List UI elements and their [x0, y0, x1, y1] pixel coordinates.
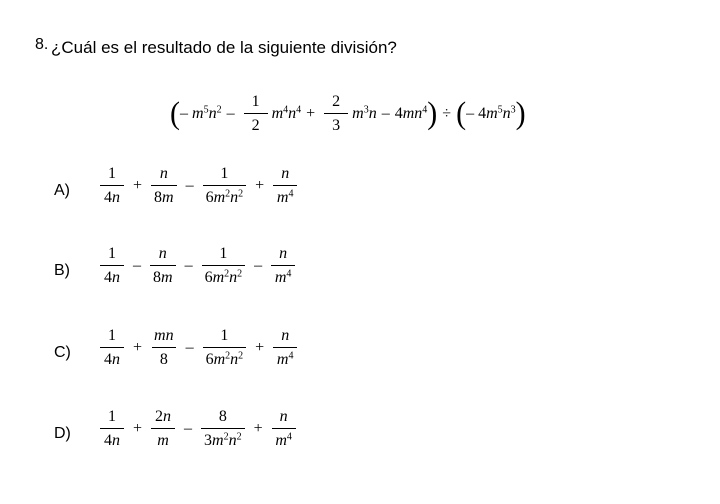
open-paren: (: [456, 95, 467, 131]
expr-fraction-2: [320, 93, 352, 134]
option-fraction: [96, 245, 128, 286]
fraction-denominator: 8m: [151, 185, 177, 206]
option-fraction: [96, 408, 128, 449]
option-a-label[interactable]: A): [54, 182, 70, 199]
fraction-denominator: $m^4$: [273, 185, 297, 206]
fraction-numerator: 1: [220, 327, 229, 344]
fraction-numerator: 2n: [155, 408, 172, 425]
fraction-denominator: 2: [244, 113, 268, 134]
fraction-numerator: 1: [219, 245, 228, 262]
expr-plus-1: +: [306, 104, 316, 122]
operator: +: [255, 176, 265, 194]
operator: +: [133, 338, 143, 356]
fraction-numerator: 1: [220, 165, 229, 182]
fraction-numerator: 8: [218, 408, 227, 425]
expr-term-4-sign: –: [381, 104, 390, 122]
fraction-numerator: 1: [108, 245, 116, 262]
fraction-denominator: 3: [324, 113, 348, 134]
option-a-expression[interactable]: [96, 165, 301, 206]
close-paren: ): [515, 95, 526, 131]
option-fraction: [96, 165, 128, 206]
fraction-numerator: 2: [332, 93, 341, 110]
fraction-numerator: 1: [108, 327, 116, 344]
fraction-numerator: n: [159, 165, 168, 182]
option-fraction: [269, 165, 301, 206]
fraction-numerator: mn: [154, 327, 174, 344]
option-fraction: [96, 327, 128, 368]
fraction-numerator: 1: [251, 93, 260, 110]
fraction-numerator: 1: [108, 408, 116, 425]
option-fraction: [147, 165, 181, 206]
expr-sign: –: [180, 104, 192, 122]
fraction-denominator: 4n: [100, 265, 124, 286]
fraction-denominator: $6m^2n^2$: [203, 347, 247, 368]
operator: –: [254, 256, 263, 274]
fraction-denominator: $m^4$: [273, 347, 297, 368]
question-number: 8.: [35, 36, 49, 53]
operator: –: [185, 176, 194, 194]
option-fraction: [197, 408, 249, 449]
option-c-expression[interactable]: [96, 327, 301, 368]
fraction-denominator: $m^4$: [271, 265, 295, 286]
fraction-numerator: n: [279, 245, 288, 262]
option-fraction: [269, 327, 301, 368]
expr-term-4: $4mn^4$: [394, 104, 428, 122]
open-paren: (: [170, 95, 180, 131]
divide-sign: ÷: [442, 104, 452, 122]
expr-term-3: $m^3n$: [352, 104, 377, 122]
division-expression: [170, 93, 526, 134]
operator: –: [184, 256, 193, 274]
option-fraction: [147, 408, 179, 449]
option-d-label[interactable]: D): [54, 425, 71, 442]
operator: –: [185, 338, 194, 356]
fraction-denominator: 8m: [150, 265, 176, 286]
close-paren: ): [427, 95, 438, 131]
expr-fraction-1: [240, 93, 272, 134]
expr-minus-1: –: [226, 104, 235, 122]
option-fraction: [147, 327, 181, 368]
fraction-numerator: n: [279, 408, 288, 425]
fraction-denominator: $m^4$: [272, 428, 296, 449]
option-fraction: [267, 245, 299, 286]
expr-term-2: $m^4n^4$: [271, 104, 302, 122]
operator: +: [253, 419, 263, 437]
fraction-denominator: 4n: [100, 185, 124, 206]
fraction-denominator: m: [151, 428, 175, 449]
fraction-numerator: 1: [108, 165, 116, 182]
fraction-numerator: n: [158, 245, 167, 262]
question-text: ¿Cuál es el resultado de la siguiente división?: [51, 38, 397, 57]
operator: –: [133, 256, 141, 274]
option-b-expression[interactable]: [96, 245, 299, 286]
option-fraction: [199, 327, 251, 368]
option-b-label[interactable]: B): [54, 262, 70, 279]
operator: +: [133, 419, 143, 437]
operator: –: [184, 419, 193, 437]
fraction-denominator: 4n: [100, 347, 124, 368]
fraction-denominator: 4n: [100, 428, 124, 449]
fraction-denominator: $6m^2n^2$: [202, 265, 246, 286]
operator: +: [255, 338, 265, 356]
fraction-numerator: n: [281, 327, 290, 344]
option-c-label[interactable]: C): [54, 344, 71, 361]
fraction-denominator: $3m^2n^2$: [201, 428, 245, 449]
fraction-denominator: $6m^2n^2$: [203, 185, 247, 206]
fraction-numerator: n: [281, 165, 290, 182]
operator: +: [133, 176, 143, 194]
divisor: – $4m^5n^3$: [466, 104, 516, 122]
option-fraction: [198, 245, 250, 286]
option-fraction: [199, 165, 251, 206]
expr-term-1: $m^5n^2$: [192, 104, 222, 122]
fraction-denominator: 8: [152, 347, 176, 368]
option-d-expression[interactable]: [96, 408, 300, 449]
option-fraction: [146, 245, 180, 286]
option-fraction: [268, 408, 300, 449]
